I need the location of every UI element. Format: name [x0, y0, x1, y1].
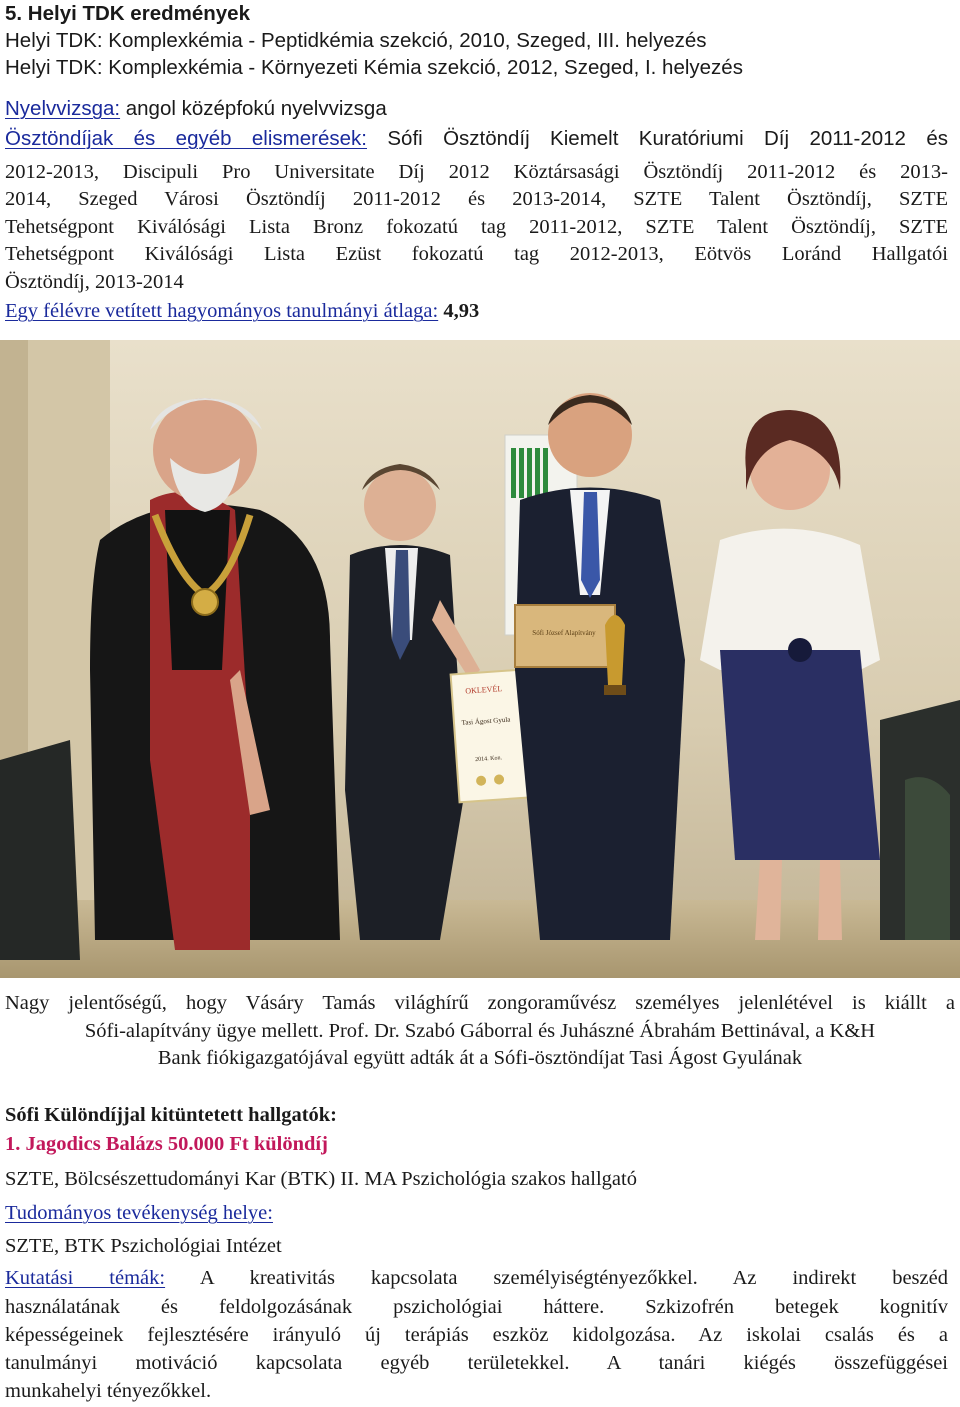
gpa-label: Egy félévre vetített hagyományos tanulmányi átlaga: — [5, 300, 439, 322]
scholarships-line-3: 2014, Szeged Városi Ösztöndíj 2011-2012 és 2013-2014, SZTE Talent Ösztöndíj, SZTE — [5, 188, 948, 210]
research-topics-line-4: tanulmányi motiváció kapcsolata egyéb területekkel. A tanári kiégés összefüggései — [5, 1352, 948, 1374]
research-topics-line-1 — [5, 1265, 948, 1293]
scholarships-label: Ösztöndíjak és egyéb elismerések: — [5, 127, 367, 150]
scholarships-text-1: Sófi Ösztöndíj Kiemelt Kuratóriumi Díj 2011-2012 és — [366, 127, 948, 150]
research-topics-line-3: képességeinek fejlesztésére irányuló új terápiás eszköz kidolgozása. Az iskolai csalás és a — [5, 1324, 948, 1346]
gpa-value: 4,93 — [438, 300, 480, 322]
tdk-result-1: Helyi TDK: Komplexkémia - Peptidkémia szekció, 2010, Szeged, III. helyezés — [5, 29, 707, 52]
scholarships-line-6: Ösztöndíj, 2013-2014 — [5, 271, 184, 293]
research-topics-line-5: munkahelyi tényezőkkel. — [5, 1380, 212, 1402]
research-place-label-line — [5, 1200, 273, 1227]
gpa-line — [5, 298, 479, 325]
research-place: SZTE, BTK Pszichológiai Intézet — [5, 1235, 282, 1257]
seated-audience-left — [0, 740, 80, 960]
scholarships-line-4: Tehetségpont Kiválósági Lista Bronz fokozatú tag 2011-2012, SZTE Talent Ösztöndíj, SZTE — [5, 216, 948, 238]
research-topics-line-2: használatának és feldolgozásának pszichológiai háttere. Szkizofrén betegek kognitív — [5, 1296, 948, 1318]
caption-line-1: Nagy jelentőségű, hogy Vásáry Tamás világhírű zongoraművész személyes jelenlétével is kiállt a — [5, 992, 955, 1014]
awardee-program: SZTE, Bölcsészettudományi Kar (BTK) II. MA Pszichológia szakos hallgató — [5, 1168, 637, 1190]
tdk-result-2: Helyi TDK: Komplexkémia - Környezeti Kémia szekció, 2012, Szeged, I. helyezés — [5, 56, 743, 79]
language-exam — [5, 95, 387, 122]
certificate-name: Tasi Ágost Gyula — [461, 715, 511, 727]
research-place-label: Tudományos tevékenység helye: — [5, 1202, 273, 1224]
photo-caption — [5, 990, 955, 1073]
language-exam-value: angol középfokú nyelvvizsga — [120, 97, 387, 120]
scholarships-line-2: 2012-2013, Discipuli Pro Universitate Díj 2012 Köztársasági Ösztöndíj 2011-2012 és 2013- — [5, 161, 948, 183]
certificate-heading: OKLEVÉL — [465, 684, 503, 696]
award-ceremony-photo — [0, 340, 960, 978]
section-title: 5. Helyi TDK eredmények — [5, 2, 250, 25]
scholarships-line-5: Tehetségpont Kiválósági Lista Ezüst fokozatú tag 2012-2013, Eötvös Loránd Hallgatói — [5, 243, 948, 265]
caption-line-3: Bank fiókigazgatójával együtt adták át a Sófi-ösztöndíjat Tasi Ágost Gyulának — [157, 1047, 803, 1069]
pillar — [0, 340, 28, 790]
language-exam-label: Nyelvvizsga: — [5, 97, 121, 120]
plaque-text: Sófi József Alapítvány — [532, 629, 596, 637]
certificate-year: 2014. Kon. — [475, 755, 503, 764]
scholarships-line-1 — [5, 125, 948, 153]
awardee-title: 1. Jagodics Balázs 50.000 Ft különdíj — [5, 1133, 328, 1155]
research-topics-label: Kutatási témák: — [5, 1267, 166, 1289]
caption-line-2: Sófi-alapítvány ügye mellett. Prof. Dr. Szabó Gáborral és Juhászné Ábrahám Bettinával, a K&H — [84, 1019, 876, 1042]
awardees-heading: Sófi Különdíjjal kitüntetett hallgatók: — [5, 1104, 338, 1126]
research-topics-text-1: A kreativitás kapcsolata személyiségtényezőkkel. Az indirekt beszéd — [165, 1267, 948, 1289]
